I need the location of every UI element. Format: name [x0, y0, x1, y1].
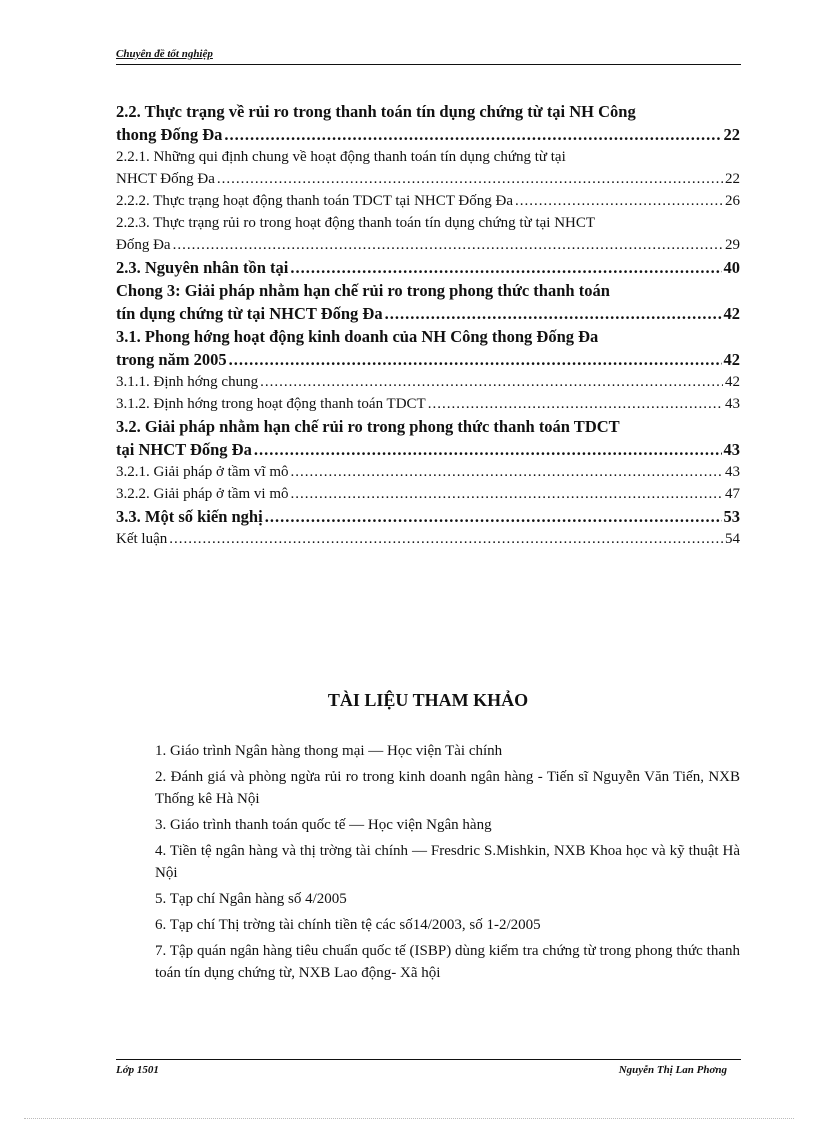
- toc-leader-dots: [254, 438, 722, 461]
- page-footer: [116, 1059, 741, 1080]
- toc-entry-title: 3.2.1. Giải pháp ở tầm vĩ mô: [116, 464, 289, 480]
- toc-page-number: 43: [725, 396, 740, 412]
- toc-entry-title: tín dụng chứng từ tại NHCT Đống Đa: [116, 304, 383, 323]
- toc-page-number: 47: [725, 486, 740, 502]
- toc-entry[interactable]: [116, 371, 740, 393]
- toc-leader-dots: [217, 168, 723, 190]
- toc-leader-dots: [229, 348, 722, 371]
- page-edge: [24, 1118, 794, 1119]
- toc-entry[interactable]: [116, 415, 740, 461]
- toc-page-number: 43: [725, 464, 740, 480]
- toc-entry-title: 3.1.1. Định hớng chung: [116, 374, 259, 390]
- toc-leader-dots: [291, 461, 724, 483]
- toc-entry-line: Chong 3: Giải pháp nhằm hạn chế rủi ro trong phong thức thanh toán: [116, 281, 610, 300]
- reference-item: 1. Giáo trình Ngân hàng thong mại — Học viện Tài chính: [155, 743, 503, 759]
- toc-entry-title: trong năm 2005: [116, 350, 227, 369]
- toc-entry[interactable]: [116, 483, 740, 505]
- toc-entry-title: thong Đống Đa: [116, 125, 223, 144]
- toc-page-number: 42: [725, 374, 740, 390]
- page-header: [116, 44, 741, 65]
- toc-entry-line: 2.2.3. Thực trạng rủi ro trong hoạt động thanh toán tín dụng chứng từ tại NHCT: [116, 215, 596, 231]
- toc-page-number: 42: [723, 304, 740, 323]
- toc-entry-title: 3.1.2. Định hớng trong hoạt động thanh toán TDCT: [116, 396, 426, 412]
- toc-leader-dots: [515, 190, 723, 212]
- toc-entry[interactable]: [116, 461, 740, 483]
- toc-leader-dots: [291, 483, 724, 505]
- toc-entry-title: NHCT Đống Đa: [116, 171, 215, 187]
- toc-entry[interactable]: [116, 100, 740, 146]
- header-title: Chuyên đề tốt nghiệp: [116, 48, 213, 60]
- toc-entry[interactable]: [116, 505, 740, 528]
- toc-page-number: 40: [723, 258, 740, 277]
- toc-page-number: 29: [725, 237, 740, 253]
- toc-entry-title: 3.2.2. Giải pháp ở tầm vi mô: [116, 486, 289, 502]
- toc-entry[interactable]: [116, 190, 740, 212]
- toc-entry-title: 2.3. Nguyên nhân tồn tại: [116, 258, 289, 277]
- toc-page-number: 53: [723, 507, 740, 526]
- toc-page-number: 42: [723, 350, 740, 369]
- toc-entry-line: 2.2. Thực trạng về rủi ro trong thanh toán tín dụng chứng từ tại NH Công: [116, 102, 636, 121]
- toc-entry-title: Đống Đa: [116, 237, 171, 253]
- toc-entry-title: Kết luận: [116, 531, 168, 547]
- toc-entry-line: 3.1. Phong hớng hoạt động kinh doanh của NH Công thong Đống Đa: [116, 327, 599, 346]
- table-of-contents: [116, 100, 740, 550]
- toc-entry[interactable]: [116, 256, 740, 279]
- toc-leader-dots: [385, 302, 722, 325]
- toc-page-number: 22: [723, 125, 740, 144]
- toc-entry-title: 3.3. Một số kiến nghị: [116, 507, 263, 526]
- toc-page-number: 43: [723, 440, 740, 459]
- reference-item: 5. Tạp chí Ngân hàng số 4/2005: [155, 891, 347, 907]
- reference-item: 2. Đánh giá và phòng ngừa rủi ro trong kinh doanh ngân hàng - Tiến sĩ Nguyễn Văn Tiến, NXB Thống kê Hà Nội: [155, 769, 740, 807]
- toc-entry[interactable]: [116, 325, 740, 371]
- toc-leader-dots: [224, 123, 721, 146]
- reference-item: 7. Tập quán ngân hàng tiêu chuẩn quốc tế (ISBP) dùng kiểm tra chứng từ trong phong thức thanh toán tín dụng chứng từ, NXB Lao động- Xã hội: [155, 943, 740, 981]
- toc-leader-dots: [265, 505, 722, 528]
- toc-leader-dots: [169, 528, 723, 550]
- toc-leader-dots: [260, 371, 723, 393]
- toc-leader-dots: [428, 393, 723, 415]
- toc-entry[interactable]: [116, 146, 740, 190]
- toc-page-number: 26: [725, 193, 740, 209]
- toc-entry[interactable]: [116, 528, 740, 550]
- reference-item: 4. Tiền tệ ngân hàng và thị trờng tài chính — Fresdric S.Mishkin, NXB Khoa học và kỹ thuật Hà Nội: [155, 843, 740, 881]
- toc-entry-title: 2.2.2. Thực trạng hoạt động thanh toán TDCT tại NHCT Đống Đa: [116, 193, 513, 209]
- toc-entry-line: 3.2. Giải pháp nhằm hạn chế rủi ro trong phong thức thanh toán TDCT: [116, 417, 620, 436]
- references-title: TÀI LIỆU THAM KHẢO: [327, 690, 529, 710]
- toc-entry-line: 2.2.1. Những qui định chung về hoạt động thanh toán tín dụng chứng từ tại: [116, 149, 566, 165]
- reference-item: 6. Tạp chí Thị trờng tài chính tiền tệ các số14/2003, số 1-2/2005: [155, 917, 541, 933]
- toc-leader-dots: [290, 256, 721, 279]
- toc-page-number: 54: [725, 531, 740, 547]
- footer-author: Nguyễn Thị Lan Phơng: [618, 1064, 727, 1076]
- footer-class: Lớp 1501: [116, 1064, 159, 1076]
- toc-leader-dots: [173, 234, 723, 256]
- toc-entry[interactable]: [116, 212, 740, 256]
- references-list: [155, 740, 740, 988]
- toc-page-number: 22: [725, 171, 740, 187]
- toc-entry-title: tại NHCT Đống Đa: [116, 440, 252, 459]
- toc-entry[interactable]: [116, 393, 740, 415]
- reference-item: 3. Giáo trình thanh toán quốc tế — Học viện Ngân hàng: [155, 817, 492, 833]
- toc-entry[interactable]: [116, 279, 740, 325]
